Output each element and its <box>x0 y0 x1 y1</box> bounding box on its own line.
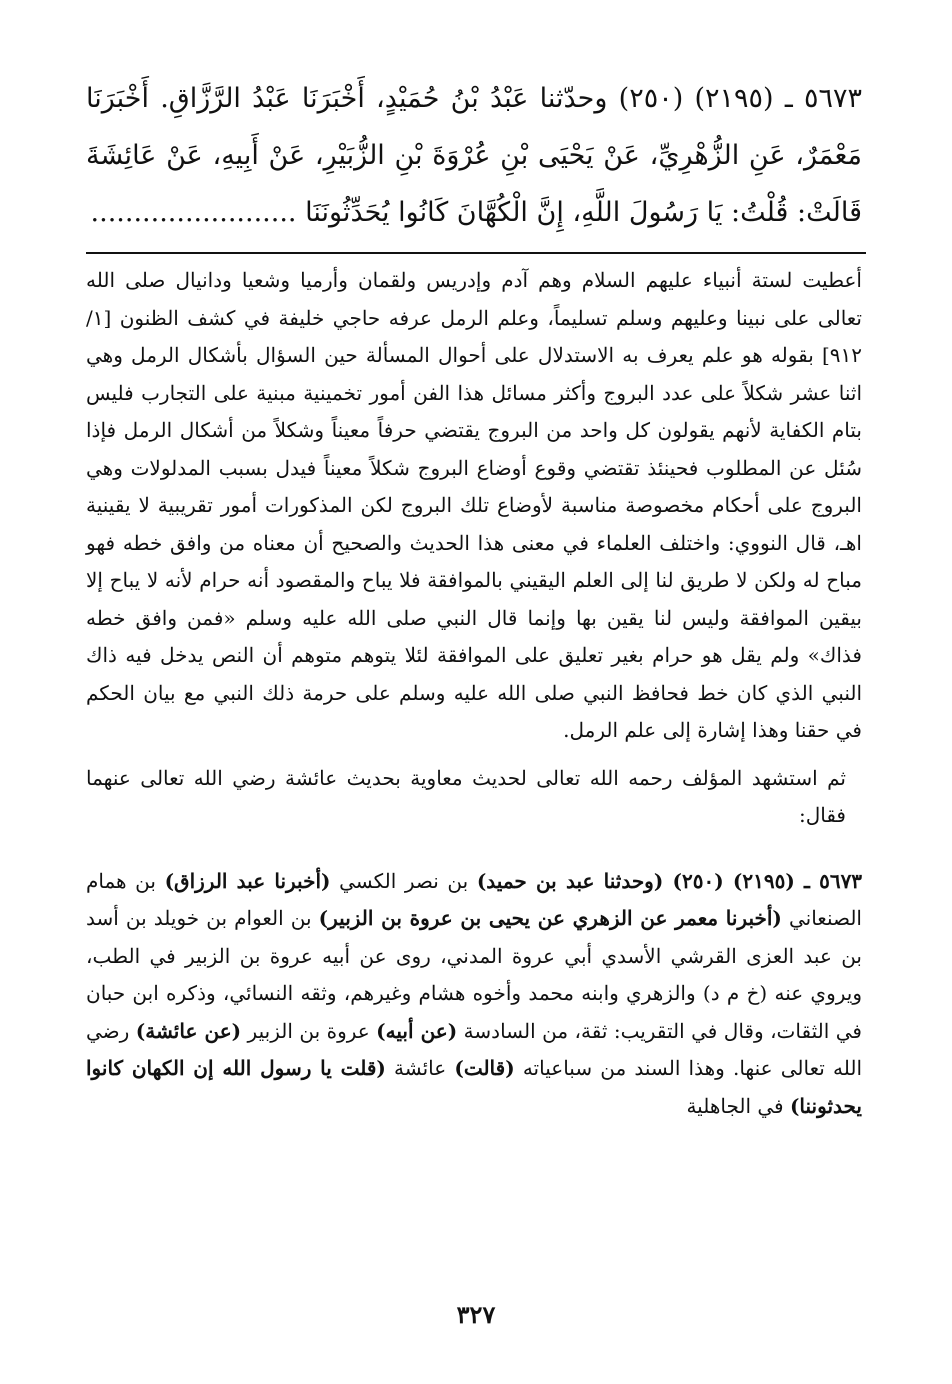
bold-quote: (أخبرنا عبد الرزاق) <box>164 868 331 893</box>
plain-text: رضي الله تعالى عنها. وهذا السند من سباعياته <box>86 1018 862 1080</box>
bold-quote: (أخبرنا معمر عن الزهري عن يحيى بن عروة بن الزبير) <box>318 906 782 930</box>
plain-text: بن نصر الكسي <box>330 868 477 893</box>
hadith-number-and-narrator: ٥٦٧٣ ـ (٢١٩٥) (٢٥٠) (وحدثنا عبد بن حميد) <box>476 868 863 893</box>
plain-text: عروة بن الزبير <box>241 1018 377 1043</box>
continuation-dots: ........................ <box>90 197 297 228</box>
commentary-paragraph-3 <box>86 863 862 1126</box>
bold-quote: (عن عائشة) <box>135 1018 242 1043</box>
hadith-text-block <box>86 70 862 241</box>
commentary-paragraph-1: أعطيت لستة أنبياء عليهم السلام وهم آدم وإدريس ولقمان وأرميا وشعيا ودانيال صلى الله تعالى على نبينا وعليهم وسلم تسليماً، وعلم الرمل عرفه حاجي خليفة في كشف الظنون [١/ ٩١٢] بقوله هو علم يعرف به الاستدلال على أحوال المسألة حين السؤال بأشكال الرمل وهي اثنا عشر شكلاً على عدد البروج وأكثر مسائل هذا الفن أمور تخمينية مبنية على التجارب فليس بتام الكفاية لأنهم يقولون كل واحد من البروج يقتضي حرفاً معيناً وشكلاً من أشكال الرمل فإذا سُئل عن المطلوب فحينئذ تقتضي وقوع أوضاع البروج شكلاً معيناً فيدل بسبب المدلولات وهي البروج على أحكام مخصوصة مناسبة لأوضاع تلك البروج لكن المذكورات أمور تقريبية لا يقينية اهـ، قال النووي: واختلف العلماء في معنى هذا الحديث والصحيح أن معناه من وافق خطه فهو مباح له ولكن لا طريق لنا إلى العلم اليقيني بالموافقة فلا يباح والمقصود أنه حرام لأنه لا يباح إلا بيقين الموافقة وليس لنا يقين بها وإنما قال النبي صلى الله عليه وسلم «فمن وافق خطه فذاك» ولم يقل هو حرام بغير تعليق على الموافقة لئلا يتوهم متوهم أن النص يدخل فيه ذاك النبي الذي كان خط فحافظ النبي صلى الله عليه وسلم على حرمة ذلك النبي مع بيان الحكم في حقنا وهذا إشارة إلى علم الرمل. <box>86 268 862 742</box>
plain-text: بن همام الصنعاني <box>86 868 862 930</box>
plain-text: بن العوام بن خويلد بن أسد بن عبد العزى القرشي الأسدي أبي عروة المدني، روى عن أبيه عروة بن الزبير في الطب، ويروي عنه (خ م د) والزهري وابنه محمد وأخوه هشام وغيرهم، وثقه النسائي، وذكره ابن حبان في الثقات، وقال في التقريب: ثقة، من السادسة <box>86 906 862 1043</box>
commentary-paragraph-2: ثم استشهد المؤلف رحمه الله تعالى لحديث معاوية بحديث عائشة رضي الله تعالى عنهما فقال: <box>86 765 846 827</box>
hadith-paragraph <box>86 70 862 241</box>
footnote-separator-line <box>86 252 866 254</box>
commentary-block <box>86 262 862 1125</box>
bold-quote: (عن أبيه) <box>376 1018 458 1043</box>
bold-quote: (قلت يا رسول الله إن الكهان كانوا يحدثوننا) <box>86 1056 862 1118</box>
bold-quote: (قالت) <box>454 1056 515 1080</box>
plain-text: في الجاهلية <box>686 1093 790 1118</box>
hadith-text: ٥٦٧٣ ـ (٢١٩٥) (٢٥٠) وحدّثنا عَبْدُ بْنُ حُمَيْدٍ، أَخْبَرَنَا عَبْدُ الرَّزَّاقِ. أَخْبَرَنَا مَعْمَرٌ، عَنِ الزُّهْرِيِّ، عَنْ يَحْيَى بْنِ عُرْوَةَ بْنِ الزُّبَيْرِ، عَنْ أَبِيهِ، عَنْ عَائِشَةَ قَالَتْ: قُلْتُ: يَا رَسُولَ اللَّهِ، إِنَّ الْكُهَّانَ كَانُوا يُحَدِّثُونَنَا <box>86 83 862 228</box>
page-number: ٣٢٧ <box>456 1300 496 1329</box>
plain-text: عائشة <box>385 1056 455 1080</box>
